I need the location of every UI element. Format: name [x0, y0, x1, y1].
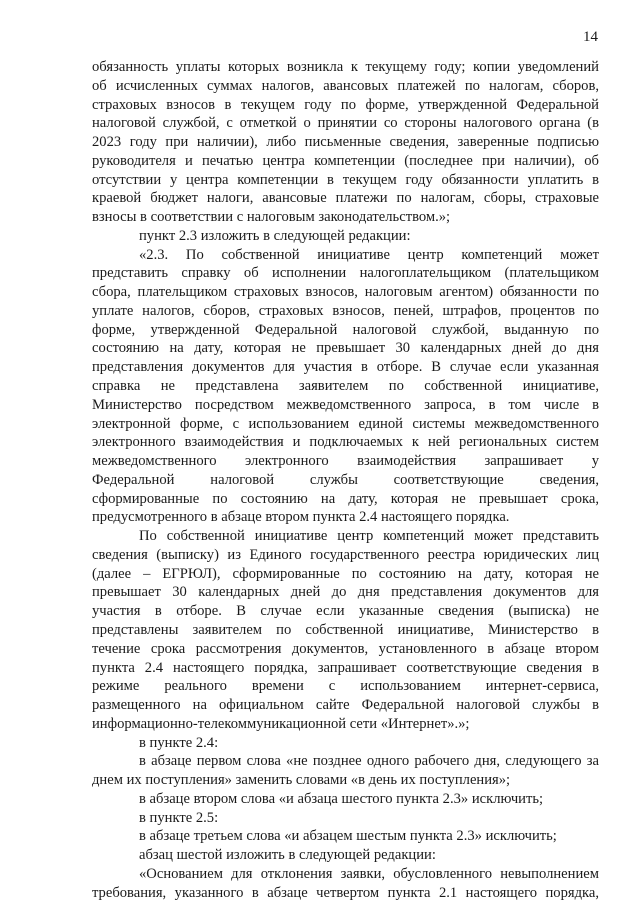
text-line: об исчисленных суммах налогов, авансовых платежей по налогам, сборов, [92, 77, 599, 94]
text-line: участия в отборе. В случае если указанные сведения (выписка) не [92, 603, 599, 620]
text-line: в пункте 2.4: [139, 734, 219, 751]
text-line: справка не представлена заявителем по собственной инициативе, [92, 378, 599, 395]
text-line: абзац шестой изложить в следующей редакции: [139, 847, 436, 864]
text-line: днем их поступления» заменить словами «в день их поступления»; [92, 772, 511, 789]
text-line: краевой бюджет налоги, авансовые платежи по налогам, сборы, страховые [92, 190, 599, 207]
text-line: сформированные по состоянию на дату, которая не превышает срока, [92, 490, 599, 507]
text-line: взносы в соответствии с налоговым законодательством.»; [92, 209, 451, 226]
page-number: 14 [583, 29, 598, 45]
text-line: в абзаце втором слова «и абзаца шестого пункта 2.3» исключить; [139, 790, 544, 807]
text-line: налоговой службой, с отметкой о принятии со стороны налогового органа (в [92, 115, 599, 132]
text-line: межведомственного электронного взаимодействия запрашивает у [92, 453, 599, 470]
text-line: отсутствии у центра компетенции в текущем году обязанности уплатить в [92, 171, 599, 188]
text-line: размещенного на официальном сайте Федеральной налоговой службы в [92, 697, 599, 714]
text-line: представления документов для участия в отборе. В случае если указанная [92, 359, 599, 376]
text-line: сведения (выписку) из Единого государственного реестра юридических лиц [92, 546, 599, 563]
text-line: пункт 2.3 изложить в следующей редакции: [139, 227, 411, 244]
text-line: форме, утвержденной Федеральной налоговой службой, выданную по [92, 321, 599, 338]
text-line: Федеральной налоговой службы соответствующие сведения, [92, 471, 599, 488]
text-line: сбора, плательщиком страховых взносов, налоговым агентом) обязанности по [92, 284, 599, 301]
text-line: Министерство посредством межведомственного запроса, в том числе в [92, 396, 599, 413]
text-line: течение срока рассмотрения документов, установленного в абзаце втором [92, 640, 599, 657]
text-line: превышает 30 календарных дней до дня представления документов для [92, 584, 599, 601]
text-line: предусмотренного в абзаце втором пункта 2.4 настоящего порядка. [92, 509, 510, 526]
text-line: обязанность уплаты которых возникла к текущему году; копии уведомлений [92, 59, 599, 75]
text-line: 2023 году при наличии), либо письменные сведения, заверенные подписью [92, 134, 599, 151]
text-line: режиме реального времени с использованием интернет-сервиса, [92, 678, 599, 695]
text-line: уплате налогов, сборов, страховых взносов, пеней, штрафов, процентов по [92, 302, 599, 319]
text-line: в абзаце третьем слова «и абзацем шестым пункта 2.3» исключить; [139, 828, 557, 845]
text-line: страховых взносов в текущем году по форме, утвержденной Федеральной [92, 96, 599, 113]
text-line: электронной форме, с использованием единой системы межведомственного [92, 415, 599, 432]
text-line: информационно-телекоммуникационной сети «Интернет».»; [92, 715, 470, 732]
text-line: «2.3. По собственной инициативе центр компетенций может [139, 246, 599, 263]
text-line: состоянию на дату, которая не превышает 30 календарных дней до дня [92, 340, 599, 357]
text-line: в абзаце первом слова «не позднее одного рабочего дня, следующего за [139, 753, 599, 770]
text-line: пункта 2.4 настоящего порядка, запрашивает соответствующие сведения в [92, 659, 599, 676]
text-line: «Основанием для отклонения заявки, обусловленного невыполнением [139, 865, 599, 882]
text-line: требования, указанного в абзаце четвертом пункта 2.1 настоящего порядка, [92, 884, 599, 901]
text-line: По собственной инициативе центр компетенций может представить [139, 528, 599, 545]
document-body [92, 58, 599, 902]
text-line: представить справку об исполнении налогоплательщиком (плательщиком [92, 265, 599, 282]
text-line: электронного взаимодействия и подключаемых к ней региональных систем [92, 434, 599, 451]
text-line: в пункте 2.5: [139, 809, 219, 826]
text-line: представлены заявителем по собственной инициативе, Министерство в [92, 621, 599, 638]
text-line: (далее – ЕГРЮЛ), сформированные по состоянию на дату, которая не [92, 565, 599, 582]
text-line: руководителя и печатью центра компетенции (последнее при наличии), об [92, 152, 599, 169]
